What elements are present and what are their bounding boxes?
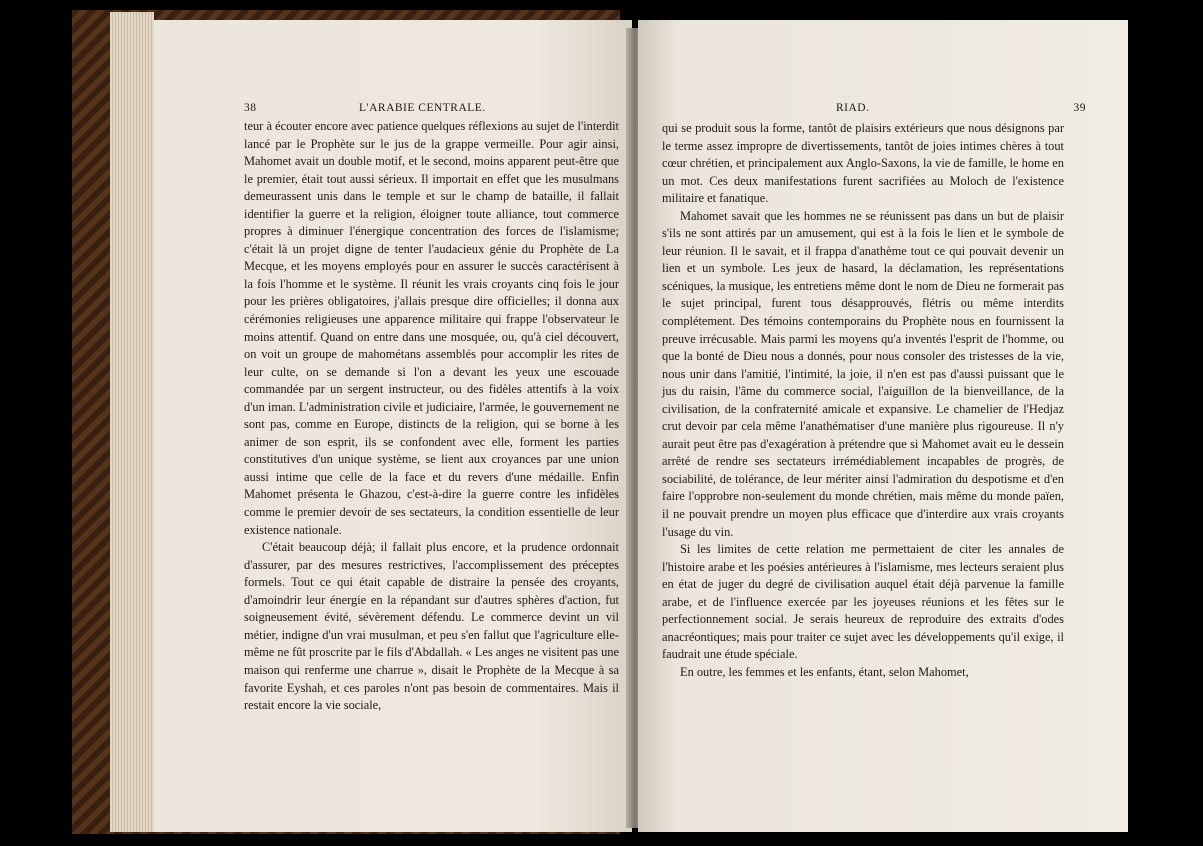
paragraph: qui se produit sous la forme, tantôt de plaisirs extérieurs que nous désignons par le terme assez impropre de divertissements, tantôt de joies intimes chères à tout cœur chrétien, et principalement aux Anglo-Saxons, la vie de famille, le home en un mot. Ces deux manifestations furent sacrifiées au Moloch de l'existence militaire et fanatique. — [662, 121, 1064, 206]
right-page — [638, 20, 1128, 832]
paragraph: Mahomet savait que les hommes ne se réunissent pas dans un but de plaisir s'ils ne sont attirés par un amusement, qui est à la fois le lien et le symbole de leur réunion. Il le savait, et il frappa d'anathème tout ce qui pouvait devenir un lien et un symbole. Les jeux de hasard, la déclamation, les représentations scéniques, la musique, les entretiens même dont le nom de Dieu ne formerait pas le sujet principal, furent tous désapprouvés, flétris ou même interdits complétement. Des témoins contemporains du Prophète nous en fournissent la preuve irrécusable. Mais parmi les moyens qu'a inventés l'esprit de l'homme, ou que la bonté de Dieu nous a donnés, pour nous consoler des tristesses de la vie, nous unir dans l'amitié, l'intimité, la joie, il n'en est pas d'aussi puissant que le jus du raisin, l'âme du commerce social, l'aiguillon de la bienveillance, de la civilisation, de la confraternité amicale et expansive. Le chamelier de l'Hedjaz crut devoir par cela même l'anathématiser d'une manière plus rigoureuse. Il n'y aurait peut être pas d'exagération à prétendre que si Mahomet avait eu le dessein arrêté de rendre ses sectateurs irrémédiablement incapables de progrès, de sociabilité, de tolérance, de leur mériter ainsi l'admiration du despotisme et d'en faire l'opprobre non-seulement du monde chrétien, mais même du monde païen, il ne pouvait prendre un moyen plus efficace que d'interdire aux vrais croyants l'usage du vin. — [662, 208, 1064, 539]
page-edges — [110, 12, 154, 832]
running-head: L'ARABIE CENTRALE. — [359, 102, 486, 114]
paragraph: En outre, les femmes et les enfants, étant, selon Mahomet, — [680, 664, 969, 679]
page-number: 38 — [244, 102, 257, 114]
left-page — [154, 20, 632, 832]
paragraph: teur à écouter encore avec patience quelques réflexions au sujet de l'interdit lancé par le Prophète sur le jus de la grappe vermeille. Pour agir ainsi, Mahomet avait un double motif, et le second, moins apparent peut-être que le premier, était tout aussi sérieux. Il importait en effet que les musulmans demeurassent unis dans le temple et sur le champ de bataille, il fallait identifier la guerre et la religion, éloigner toute alliance, tout commerce propres à diminuer l'énergique concentration des forces de l'islamisme; c'était là un projet digne de tenter l'audacieux génie du Prophète de La Mecque, et les moyens employés pour en assurer le succès caractérisent à la fois l'homme et le système. Il réunit les vrais croyants cinq fois le jour pour les prières obligatoires, j'allais presque dire officielles; il donna aux cérémonies religieuses une apparence militaire qui frappe l'observateur le moins attentif. Quand on entre dans une mosquée, ou, qu'à ciel découvert, on voit un groupe de mahométans assemblés pour accomplir les rites de leur culte, on se demande si l'on a devant les yeux une escouade commandée par un sergent instructeur, ou des fidèles attentifs à la voix d'un iman. L'administration civile et judiciaire, l'armée, le gouvernement ne sont pas, comme en Europe, distincts de la religion, qui se borne à les animer de son esprit, ils se confondent avec elle, forment les parties constitutives d'un unique système, se lient aux croyances par une union aussi intime que celle de la face et du revers d'une médaille. Enfin Mahomet présenta le Ghazou, c'est-à-dire la guerre contre les infidèles comme le premier devoir de ses sectateurs, la condition essentielle de leur existence nationale. — [244, 119, 619, 537]
page-number: 39 — [1073, 102, 1086, 114]
running-head: RIAD. — [836, 102, 870, 114]
paragraph: Si les limites de cette relation me permettaient de citer les annales de l'histoire arabe et les poésies antérieures à l'islamisme, mes lecteurs seraient plus en état de juger du degré de civilisation auquel était déjà parvenue la famille arabe, et de l'influence exercée par les joyeuses réunions et les fêtes sur le perfectionnement social. Je serais heureux de reproduire des extraits d'odes anacréontiques; mais pour traiter ce sujet avec les développements qu'il exige, il faudrait une étude spéciale. — [662, 542, 1064, 662]
right-page-body — [662, 120, 1064, 682]
paragraph: C'était beaucoup déjà; il fallait plus encore, et la prudence ordonnait d'assurer, par des mesures restrictives, l'accomplissement des préceptes formels. Tout ce qui était capable de distraire la pensée des croyants, d'amoindrir leur énergie en la répandant sur d'autres sphères d'action, fut soigneusement évité, sévèrement défendu. Le commerce devint un vil métier, indigne d'un vrai musulman, et peu s'en fallut que l'agriculture elle-même ne fût proscrite par le fils d'Abdallah. « Les anges ne visitent pas une maison qui renferme une charrue », disait le Prophète de la Mecque à sa favorite Eyshah, et ces paroles n'ont pas besoin de commentaires. Mais il restait encore la vie sociale, — [244, 540, 619, 713]
left-page-body — [244, 118, 619, 715]
open-book — [70, 8, 1142, 838]
